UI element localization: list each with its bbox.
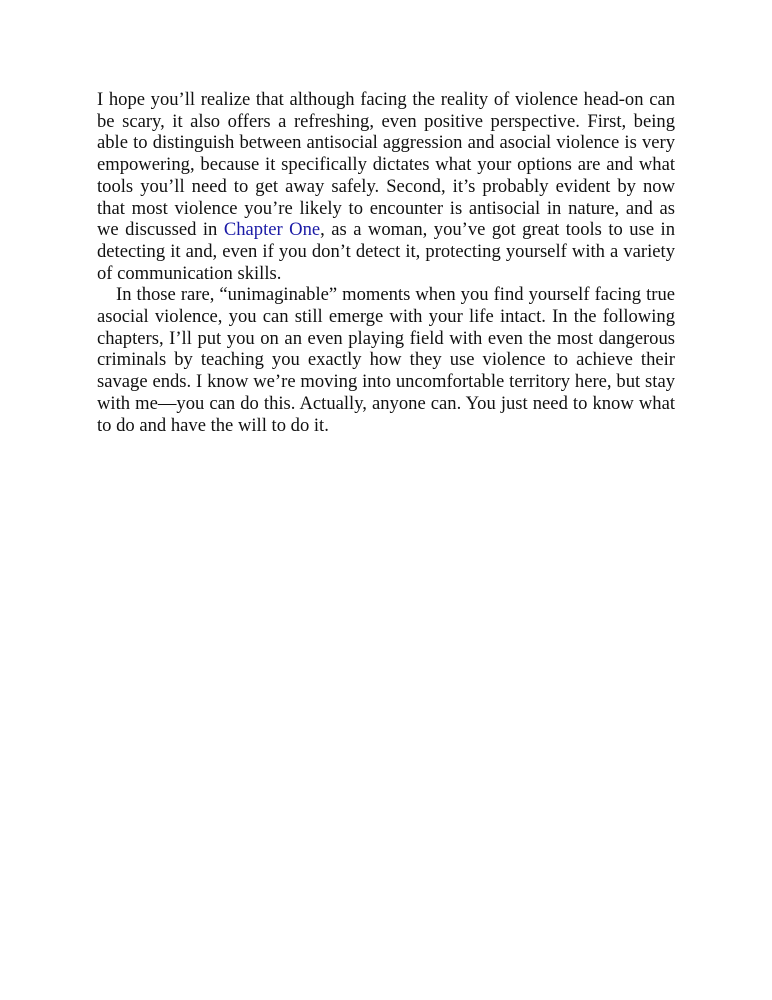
paragraph-1-text-end: , as a woman, you’ve got great tools to use in detecting it and, even if you don’t detect it, protecting yourself with a variety of communication skills. [97, 219, 676, 284]
paragraph-1-text-start: I hope you’ll realize that although facing the reality of violence head-on can be scary, it also offers a refreshing, even positive perspective. First, being able to distinguish between antisocial aggression and asocial violence is very empowering, because it specifically dictates what your options are and what tools you’ll need to get away safely. Second, it’s probably evident by now that most violence you’re likely to encounter is antisocial in nature, and as we discussed in [97, 89, 675, 241]
chapter-one-link[interactable]: Chapter One [223, 219, 321, 241]
paragraph-1 [97, 89, 675, 284]
page-body [97, 89, 675, 436]
paragraph-2: In those rare, “unimaginable” moments when you find yourself facing true asocial violence, you can still emerge with your life intact. In the following chapters, I’ll put you on an even playing field with even the most dangerous criminals by teaching you exactly how they use violence to achieve their savage ends. I know we’re moving into uncomfortable territory here, but stay with me—you can do this. Actually, anyone can. You just need to know what to do and have the will to do it. [97, 284, 675, 436]
